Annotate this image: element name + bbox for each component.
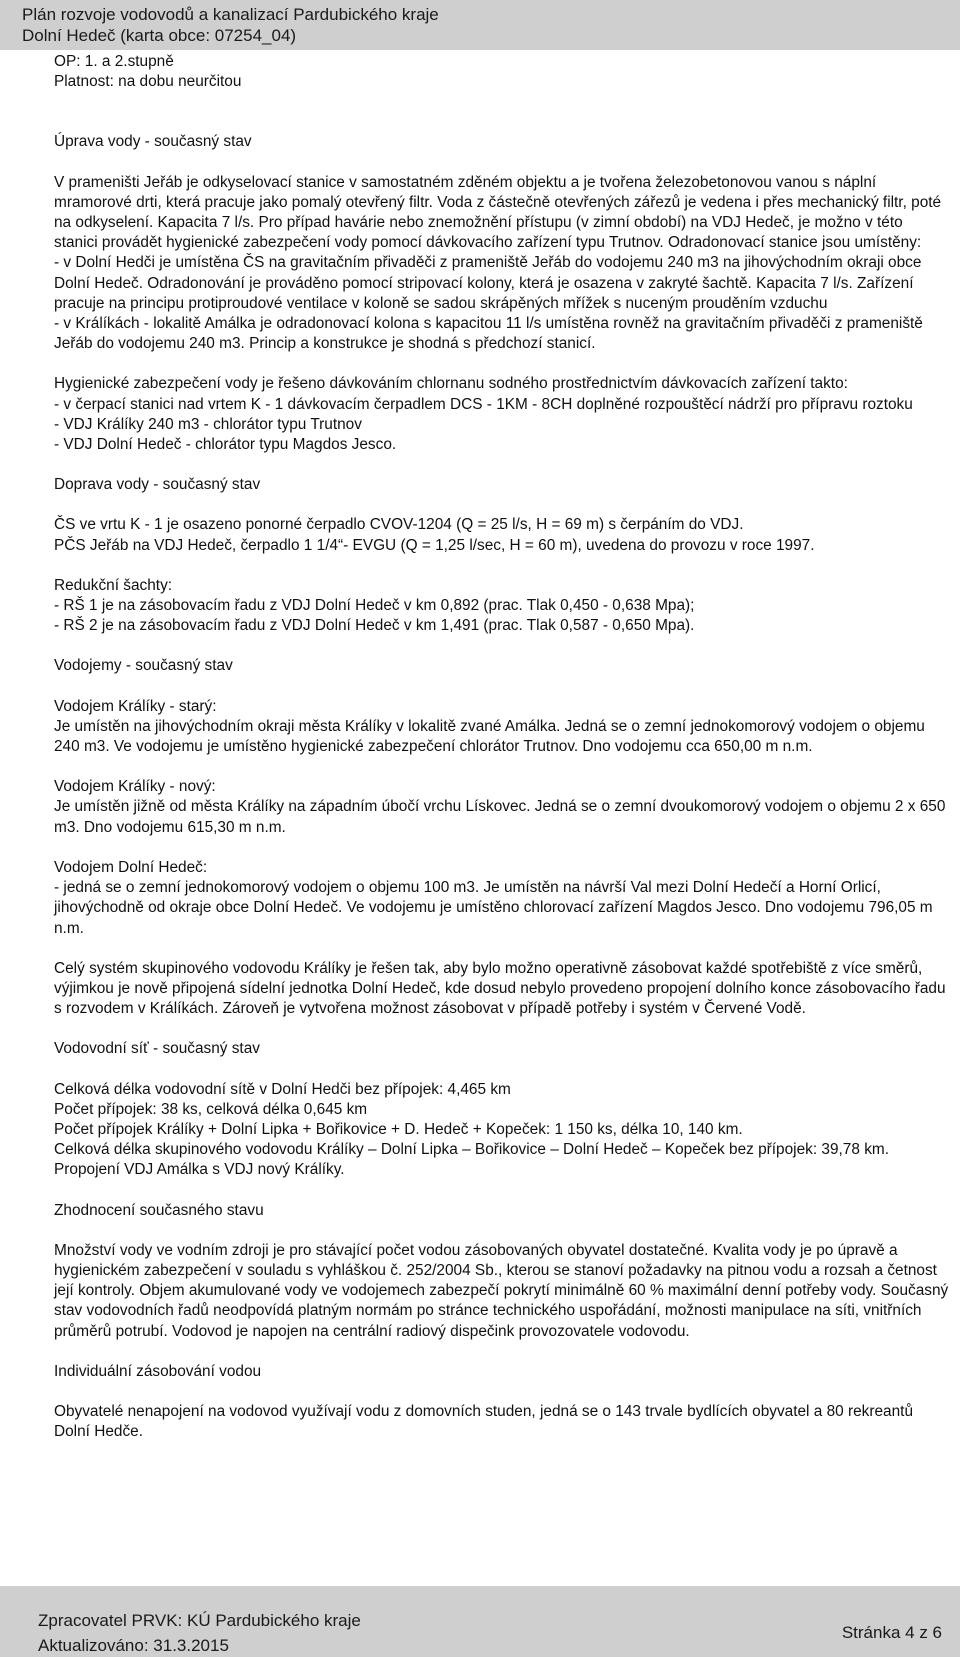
hygiena-item-2: - VDJ Králíky 240 m3 - chlorátor typu Trutnov: [54, 415, 362, 433]
kraliky-novy-heading: Vodojem Králíky - nový:: [54, 778, 216, 796]
dolni-hedec-text: - jedná se o zemní jednokomorový vodojem o objemu 100 m3. Je umístěn na návrší Val mezi Dolní Hedečí a Horní Orlicí, jihovýchodně od okraje obce Dolní Hedeč. Ve vodojemu je umístěno chlorovací zařízení Magdos Jesco. Dno vodojemu 796,05 m n.m.: [54, 879, 933, 937]
redukcni-item-2: - RŠ 2 je na zásobovacím řadu z VDJ Dolní Hedeč v km 1,491 (prac. Tlak 0,587 - 0,650 Mpa).: [54, 617, 695, 635]
platnost-line: Platnost: na dobu neurčitou: [54, 73, 242, 91]
uprava-heading: Úprava vody - současný stav: [54, 133, 252, 151]
redukcni-heading: Redukční šachty:: [54, 576, 173, 594]
sit-heading: Vodovodní síť - současný stav: [54, 1040, 260, 1058]
sit-line-1: Celková délka vodovodní sítě v Dolní Hedči bez přípojek: 4,465 km: [54, 1080, 511, 1098]
op-line: OP: 1. a 2.stupně: [54, 53, 174, 70]
footer-aktualizovano: Aktualizováno: 31.3.2015: [38, 1636, 229, 1655]
doprava-heading: Doprava vody - současný stav: [54, 476, 261, 494]
sit-line-3: Počet přípojek Králíky + Dolní Lipka + Bořikovice + D. Hedeč + Kopeček: 1 150 ks, délka 10, 140 km.: [54, 1120, 743, 1138]
footer-zpracovatel: Zpracovatel PRVK: KÚ Pardubického kraje: [38, 1611, 361, 1630]
individualni-text: Obyvatelé nenapojení na vodovod využívají vodu z domovních studen, jedná se o 143 trvale bydlících obyvatel a 80 rekreantů Dolní Hedče.: [54, 1402, 913, 1441]
doprava-line-1: ČS ve vrtu K - 1 je osazeno ponorné čerpadlo CVOV-1204 (Q = 25 l/s, H = 69 m) s čerpáním do VDJ.: [54, 516, 744, 534]
hygiena-intro: Hygienické zabezpečení vody je řešeno dávkováním chlornanu sodného prostřednictvím dávkovacích zařízení takto:: [54, 375, 848, 393]
redukcni-item-1: - RŠ 1 je na zásobovacím řadu z VDJ Dolní Hedeč v km 0,892 (prac. Tlak 0,450 - 0,638 Mpa);: [54, 597, 695, 615]
header-subtitle: Dolní Hedeč (karta obce: 07254_04): [22, 26, 297, 45]
sit-line-4: Celková délka skupinového vodovodu Králíky – Dolní Lipka – Bořikovice – Dolní Hedeč – Kopeček bez přípojek: 39,78 km.: [54, 1141, 889, 1159]
page-header: [0, 0, 960, 50]
dolni-hedec-heading: Vodojem Dolní Hedeč:: [54, 858, 208, 876]
page-number: Stránka 4 z 6: [841, 1623, 942, 1642]
uprava-text: V prameništi Jeřáb je odkyselovací stanice v samostatném zděném objektu a je tvořena železobetonovou vanou s náplní mramorové drti, která pracuje jako pomalý otevřený filtr. Voda z částečně otevřených zářezů je vedena i přes mechanický filtr, poté na odkyselení. Kapacita 7 l/s. Pro případ havárie nebo znemožnění přístupu (v zimní období) na VDJ Hedeč, je možno v této stanici provádět hygienické zabezpečení vody pomocí dávkovacího zařízení typu Trutnov. Odradonovací stanice jsou umístěny:: [54, 173, 942, 252]
kraliky-stary-heading: Vodojem Králíky - starý:: [54, 697, 217, 715]
header-title: Plán rozvoje vodovodů a kanalizací Pardubického kraje: [22, 5, 439, 24]
individualni-heading: Individuální zásobování vodou: [54, 1362, 262, 1380]
vodojemy-heading: Vodojemy - současný stav: [54, 657, 233, 675]
kraliky-stary-text: Je umístěn na jihovýchodním okraji města Králíky v lokalitě zvané Amálka. Jedná se o zemní jednokomorový vodojem o objemu 240 m3. Ve vodojemu je umístěno hygienické zabezpečení chlorátor Trutnov. Dno vodojemu cca 650,00 m n.m.: [54, 717, 925, 756]
document-body: [54, 52, 949, 1442]
uprava-item-1: - v Dolní Hedči je umístěna ČS na gravitačním přivaděči z prameniště Jeřáb do vodojemu 240 m3 na jihovýchodním okraji obce Dolní Hedeč. Odradonování je prováděno pomocí stripovací kolony, která je osazena v zakryté šachtě. Kapacita 7 l/s. Zařízení pracuje na principu protiproudové ventilace v koloně se sadou skrápěných mřížek s nuceným prouděním vzduchu: [54, 254, 922, 312]
sit-line-2: Počet přípojek: 38 ks, celková délka 0,645 km: [54, 1100, 368, 1118]
system-text: Celý systém skupinového vodovodu Králíky je řešen tak, aby bylo možno operativně zásobovat každé spotřebiště z více směrů, výjimkou je nově připojená sídelní jednotka Dolní Hedeč, kde dosud nebylo provedeno propojení dolního konce zásobovacího řadu s rozvodem v Králíkách. Zároveň je vytvořena možnost zásobovat v případě potřeby i systém v Červené Vodě.: [54, 959, 946, 1018]
page-footer: [0, 1586, 960, 1657]
hygiena-item-3: - VDJ Dolní Hedeč - chlorátor typu Magdos Jesco.: [54, 436, 397, 454]
zhodnoceni-heading: Zhodnocení současného stavu: [54, 1201, 264, 1219]
doprava-line-2: PČS Jeřáb na VDJ Hedeč, čerpadlo 1 1/4“- EVGU (Q = 1,25 l/sec, H = 60 m), uvedena do provozu v roce 1997.: [54, 536, 815, 554]
hygiena-item-1: - v čerpací stanici nad vrtem K - 1 dávkovacím čerpadlem DCS - 1KM - 8CH doplněné rozpouštěcí nádrží pro přípravu roztoku: [54, 395, 913, 413]
zhodnoceni-text: Množství vody ve vodním zdroji je pro stávající počet vodou zásobovaných obyvatel dostatečné. Kvalita vody je po úpravě a hygienickém zabezpečení v souladu s vyhláškou č. 252/2004 Sb., kterou se stanoví požadavky na pitnou vodu a rozsah a četnost její kontroly. Objem akumulované vody ve vodojemech zabezpečí pokrytí minimálně 60 % maximální denní potřeby vody. Současný stav vodovodních řadů neodpovídá platným normám po stránce technického uspořádání, možnosti manipulace na síti, vnitřních průměrů potrubí. Vodovod je napojen na centrální radiový dispečink provozovatele vodovodu.: [54, 1241, 949, 1340]
kraliky-novy-text: Je umístěn jižně od města Králíky na západním úbočí vrchu Lískovec. Jedná se o zemní dvoukomorový vodojem o objemu 2 x 650 m3. Dno vodojemu 615,30 m n.m.: [54, 798, 946, 836]
uprava-item-2: - v Králíkách - lokalitě Amálka je odradonovací kolona s kapacitou 11 l/s umístěna rovněž na gravitačním přivaděči z prameniště Jeřáb do vodojemu 240 m3. Princip a konstrukce je shodná s předchozí stanicí.: [54, 315, 923, 353]
sit-line-5: Propojení VDJ Amálka s VDJ nový Králíky.: [54, 1161, 345, 1179]
